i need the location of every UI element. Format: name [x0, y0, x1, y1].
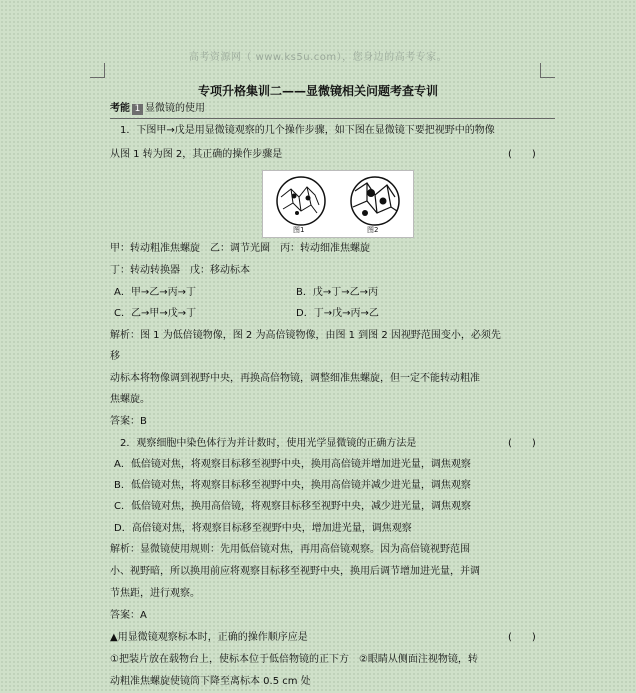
q2-explanation-line1: 解析：显微镜使用规则：先用低倍镜对焦，再用高倍镜观察。因为高倍镜视野范围: [110, 544, 470, 555]
q2-option-b: B．低倍镜对焦，将观察目标移至视野中央，换用高倍镜并减少进光量，调焦观察: [114, 480, 471, 491]
q1-steps-line2: 丁：转动转换器 戊：移动标本: [110, 265, 250, 276]
q3-answer-paren: ( ): [508, 632, 536, 643]
section-rule: [110, 118, 555, 119]
q2-option-a: A．低倍镜对焦，将观察目标移至视野中央，换用高倍镜并增加进光量，调焦观察: [114, 459, 471, 470]
q3-stem-line1: ▲用显微镜观察标本时，正确的操作顺序应是: [110, 632, 308, 643]
section-prefix: 考能: [110, 103, 130, 114]
section-label: 显微镜的使用: [145, 103, 205, 114]
view-circle-2: [351, 177, 399, 225]
q3-stem-line2: ①把装片放在载物台上，使标本位于低倍物镜的正下方 ②眼睛从侧面注视物镜，转: [110, 654, 478, 665]
q2-option-c: C．低倍镜对焦，换用高倍镜，将观察目标移至视野中央，减少进光量，调焦观察: [114, 501, 471, 512]
figure-caption-1: 图1: [293, 226, 305, 234]
q1-answer-paren: ( ): [508, 149, 536, 160]
q2-answer-paren: ( ): [508, 438, 536, 449]
header-note: 高考资源网（ www.ks5u.com），您身边的高考专家。: [188, 52, 448, 63]
q1-stem-line2: 从图 1 转为图 2，其正确的操作步骤是: [110, 149, 283, 160]
q1-option-b: B．戊→丁→乙→丙: [296, 287, 378, 298]
q2-explanation-line3: 节焦距，进行观察。: [110, 588, 200, 599]
q1-explanation-line3: 动标本将物像调到视野中央，再换高倍物镜，调整细准焦螺旋，但一定不能转动粗准: [110, 373, 480, 384]
q1-answer: 答案：B: [110, 416, 147, 427]
q1-figure: [262, 170, 414, 238]
q2-explanation-line2: 小、视野暗，所以换用前应将观察目标移至视野中央，换用后调节增加进光量，并调: [110, 566, 480, 577]
margin-corner-left: [90, 63, 105, 78]
view-circle-1: [277, 177, 325, 225]
q1-steps-line1: 甲：转动粗准焦螺旋 乙：调节光圈 丙：转动细准焦螺旋: [110, 243, 370, 254]
q2-answer: 答案：A: [110, 610, 147, 621]
q1-explanation-line2: 移: [110, 351, 120, 362]
q2-option-d: D．高倍镜对焦，将观察目标移至视野中央，增加进光量，调焦观察: [114, 523, 412, 534]
q1-stem-line1: 1．下图甲→戊是用显微镜观察的几个操作步骤，如下图在显微镜下要把视野中的物像: [120, 125, 495, 136]
q1-option-d: D．丁→戊→丙→乙: [296, 308, 379, 319]
q1-option-c: C．乙→甲→戊→丁: [114, 308, 197, 319]
section-number: 1: [132, 104, 143, 115]
margin-corner-right: [540, 63, 555, 78]
figure-caption-2: 图2: [367, 226, 379, 234]
q1-explanation-line4: 焦螺旋。: [110, 394, 150, 405]
microscope-view-figure: [263, 171, 413, 237]
section-heading: [110, 104, 205, 115]
q3-stem-line3: 动粗准焦螺旋使镜筒下降至离标本 0.5 cm 处: [110, 676, 311, 687]
page-title: 专项升格集训二——显微镜相关问题考查专训: [197, 84, 438, 98]
q2-stem-line1: 2．观察细胞中染色体行为并计数时，使用光学显微镜的正确方法是: [120, 438, 417, 449]
q1-option-a: A．甲→乙→丙→丁: [114, 287, 196, 298]
q1-explanation-line1: 解析：图 1 为低倍镜物像，图 2 为高倍镜物像，由图 1 到图 2 因视野范围变小，必须先: [110, 330, 501, 341]
